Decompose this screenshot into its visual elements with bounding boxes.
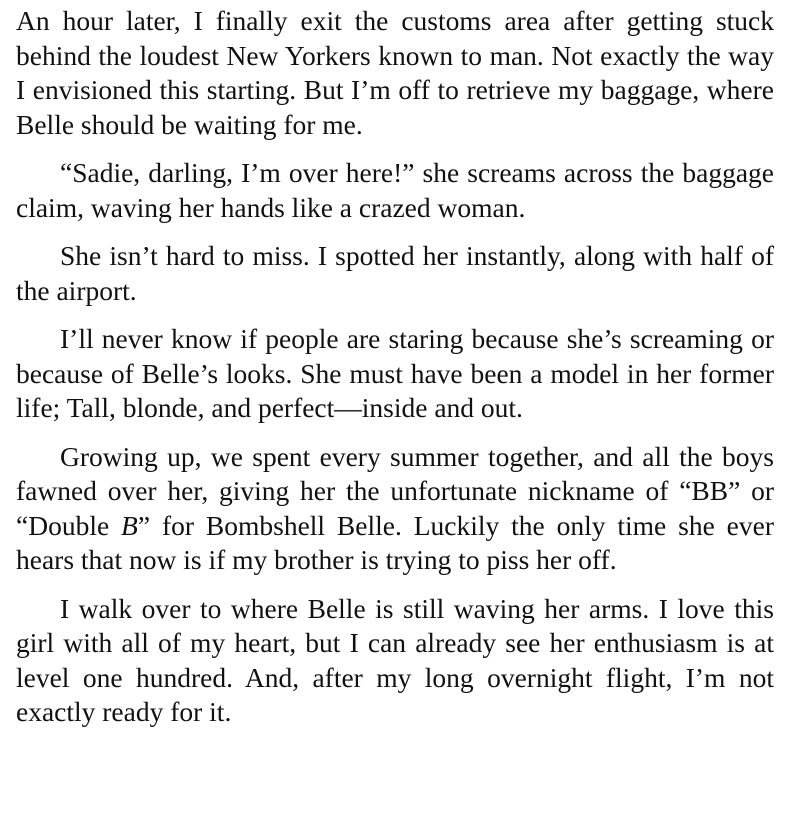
paragraph-2: “Sadie, darling, I’m over here!” she screams across the baggage claim, waving her hands like a crazed woman. <box>16 157 774 223</box>
paragraph-5-text-c: ” for Bombshell Belle. Luckily the only time she ever hears that now is if my brother is trying to piss her off. <box>16 509 774 575</box>
paragraph-5-italic-b: B <box>121 509 138 541</box>
paragraph-3: She isn’t hard to miss. I spotted her instantly, along with half of the airport. <box>16 240 774 306</box>
paragraph-4: I’ll never know if people are staring because she’s screaming or because of Belle’s looks. She must have been a model in her former life; Tall, blonde, and perfect—inside and out. <box>16 323 774 423</box>
paragraph-1: An hour later, I finally exit the customs area after getting stuck behind the loudest New Yorkers known to man. Not exactly the way I envisioned this starting. But I’m off to retrieve my baggage, where Belle should be waiting for me. <box>16 5 774 140</box>
paragraph-5 <box>16 440 774 578</box>
paragraph-5-text-a: Growing up, we spent every summer together, and all the boys fawned over her, giving her the unfortunate nickname of “BB” or “Double <box>16 440 774 541</box>
paragraph-6: I walk over to where Belle is still waving her arms. I love this girl with all of my heart, but I can already see her enthusiasm is at level one hundred. And, after my long overnight flight, I’m not exactly ready for it. <box>16 592 774 727</box>
